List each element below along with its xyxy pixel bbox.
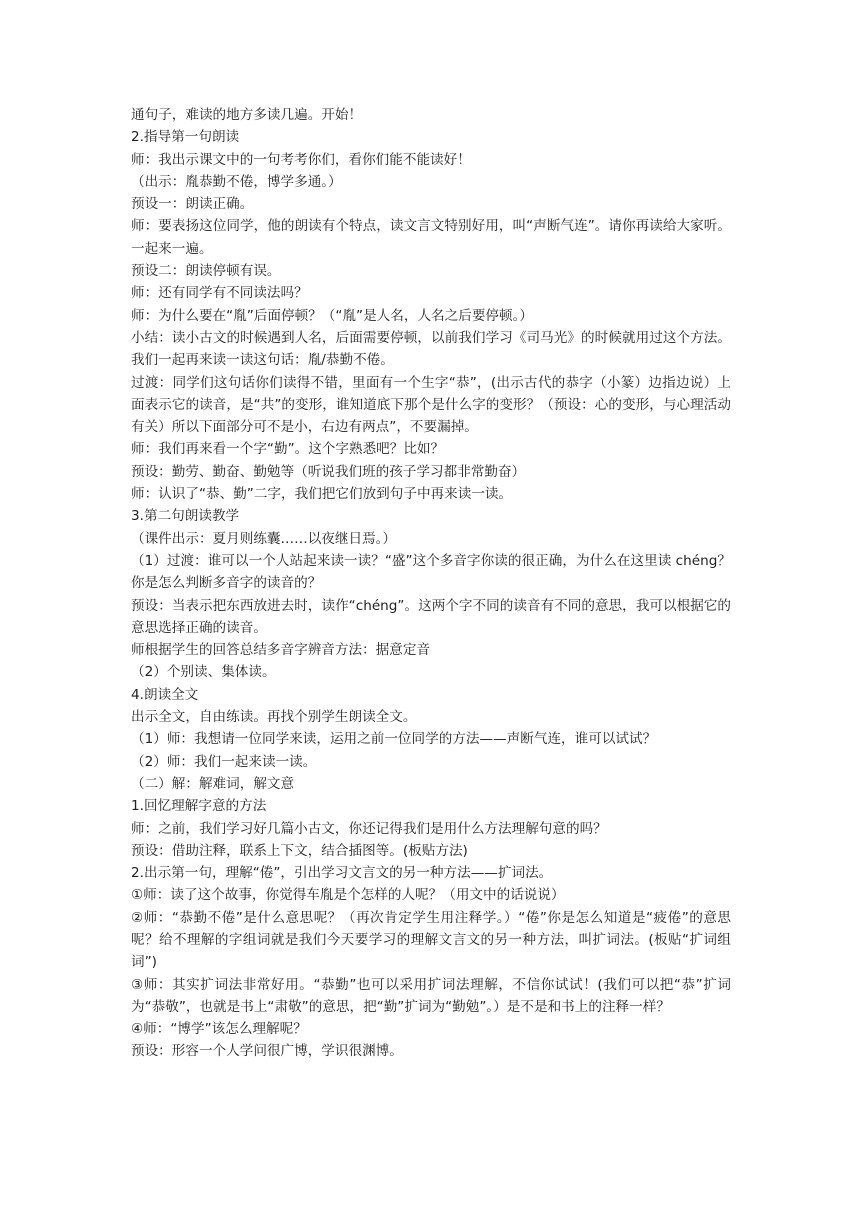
text-line: 出示全文，自由练读。再找个别学生朗读全文。 [131, 709, 417, 726]
text-line: （2）师：我们一起来读一读。 [131, 753, 317, 770]
text-line: （2）个别读、集体读。 [131, 664, 276, 681]
paragraph: 过渡：同学们这句话你们读得不错，里面有一个生字“恭”，(出示古代的恭字（小篆）边指边说）上面表示它的读音，是“共”的变形，谁知道底下那个是什么字的变形？（预设：心的变形，与心理活动有关）所以下面部分可不是小，右边有两点”，不要漏掉。 [131, 374, 731, 436]
text-line: （出示：胤恭勤不倦，博学多通。） [131, 173, 342, 190]
text-line: 师根据学生的回答总结多音字辨音方法：据意定音 [131, 642, 431, 659]
text-line: 预设：勤劳、勤奋、勤勉等（听说我们班的孩子学习都非常勤奋） [131, 463, 526, 480]
paragraph: （1）过渡：谁可以一个人站起来读一读？“盛”这个多音字你读的很正确，为什么在这里读 chéng？你是怎么判断多音字的读音的？ [131, 552, 731, 592]
text-line: 预设：形容一个人学问很广博，学识很渊博。 [131, 1043, 403, 1060]
text-line: 师：为什么要在“胤”后面停顿？（“胤”是人名，人名之后要停顿。） [131, 307, 533, 324]
section-heading: 1.回忆理解字意的方法 [131, 798, 267, 815]
text-line: （课件出示：夏月则练囊……以夜继日焉。） [131, 530, 397, 547]
text-line: 师：认识了“恭、勤”二字，我们把它们放到句子中再来读一读。 [131, 486, 513, 503]
text-line: 预设一：朗读正确。 [131, 196, 254, 213]
text-line: 师：还有同学有不同读法吗？ [131, 285, 308, 302]
text-line: 师：我们再来看一个字“勤”。这个字熟悉吧？比如？ [131, 441, 445, 458]
section-heading: 2.出示第一句，理解“倦”，引出学习文言文的另一种方法——扩词法。 [131, 865, 553, 882]
section-heading: 4.朗读全文 [131, 686, 199, 703]
text-line: 师：之前，我们学习好几篇小古文，你还记得我们是用什么方法理解句意的吗？ [131, 820, 607, 837]
paragraph: ②师：“恭勤不倦”是什么意思呢？（再次肯定学生用注释学。）“倦”你是怎么知道是“疲倦”的意思呢？给不理解的字组词就是我们今天要学习的理解文言文的另一种方法，叫扩词法。(板贴“扩词组词”) [131, 909, 731, 971]
text-line: （1）师：我想请一位同学来读，运用之前一位同学的方法——声断气连，谁可以试试？ [131, 731, 657, 748]
text-line: 通句子，难读的地方多读几遍。开始！ [131, 107, 363, 123]
paragraph: 小结：读小古文的时候遇到人名，后面需要停顿，以前我们学习《司马光》的时候就用过这个方法。我们一起再来读一读这句话：胤/恭勤不倦。 [131, 329, 731, 369]
section-heading: 3.第二句朗读教学 [131, 508, 240, 525]
text-line: 师：我出示课文中的一句考考你们，看你们能不能读好！ [131, 151, 471, 168]
section-heading: 2.指导第一句朗读 [131, 129, 240, 146]
document-body [131, 104, 731, 1063]
text-line: 预设：借助注释，联系上下文，结合插图等。(板贴方法) [131, 842, 468, 859]
paragraph: 师：要表扬这位同学，他的朗读有个特点，读文言文特别好用，叫“声断气连”。请你再读给大家听。一起来一遍。 [131, 218, 731, 257]
text-line: 预设二：朗读停顿有误。 [131, 263, 281, 280]
text-line: ④师：“博学”该怎么理解呢？ [131, 1021, 307, 1038]
paragraph: ③师：其实扩词法非常好用。“恭勤”也可以采用扩词法理解，不信你试试！(我们可以把“恭”扩词为“恭敬”，也就是书上“肃敬”的意思，把“勤”扩词为“勤勉”。）是不是和书上的注释一样？ [131, 976, 731, 1015]
text-line: ①师：读了这个故事，你觉得车胤是个怎样的人呢？（用文中的话说说） [131, 887, 565, 904]
section-heading: （二）解：解难词，解文意 [131, 775, 295, 792]
paragraph: 预设：当表示把东西放进去时，读作“chéng”。这两个字不同的读音有不同的意思，我可以根据它的意思选择正确的读音。 [131, 597, 731, 636]
